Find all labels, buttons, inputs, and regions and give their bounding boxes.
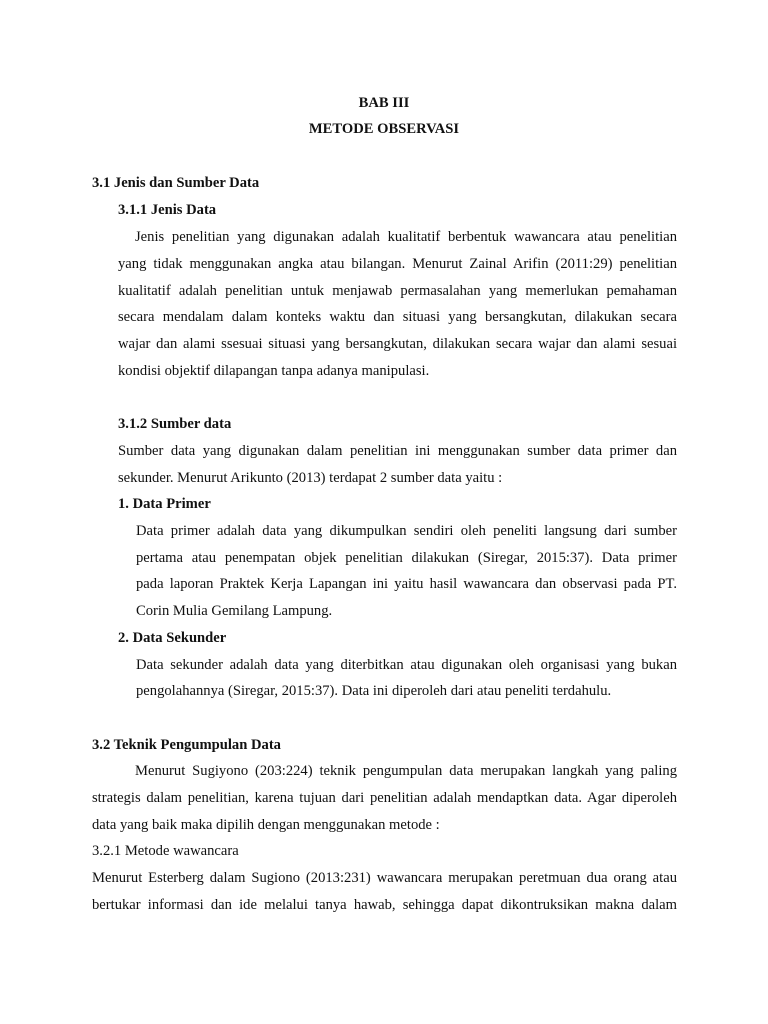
paragraph-line: kualitatif adalah penelitian untuk menjawab permasalahan yang memerlukan pemahaman — [118, 283, 677, 299]
subsection-heading-3-2-1: 3.2.1 Metode wawancara — [92, 843, 239, 859]
paragraph-line: pada laporan Praktek Kerja Lapangan ini yaitu hasil wawancara dan observasi pada PT. — [136, 576, 677, 592]
list-heading-data-sekunder: 2. Data Sekunder — [118, 630, 227, 646]
subsection-heading-3-1-1: 3.1.1 Jenis Data — [118, 202, 217, 218]
paragraph-line: pengolahannya (Siregar, 2015:37). Data ini diperoleh dari atau peneliti terdahulu. — [136, 683, 612, 699]
paragraph-line: secara mendalam dalam konteks waktu dan situasi yang bersangkutan, dilakukan secara — [118, 309, 677, 325]
chapter-title: METODE OBSERVASI — [308, 121, 460, 137]
paragraph-line: Sumber data yang digunakan dalam penelitian ini menggunakan sumber data primer dan — [118, 443, 677, 459]
paragraph-line: sekunder. Menurut Arikunto (2013) terdapat 2 sumber data yaitu : — [118, 470, 503, 486]
paragraph-line: yang tidak menggunakan angka atau bilangan. Menurut Zainal Arifin (2011:29) penelitian — [118, 256, 677, 272]
paragraph-line: Corin Mulia Gemilang Lampung. — [136, 603, 333, 619]
paragraph-line: Data primer adalah data yang dikumpulkan sendiri oleh peneliti langsung dari sumber — [136, 523, 677, 539]
section-heading-3-1: 3.1 Jenis dan Sumber Data — [92, 175, 260, 191]
paragraph-line: data yang baik maka dipilih dengan menggunakan metode : — [92, 817, 440, 833]
paragraph-line: bertukar informasi dan ide melalui tanya hawab, sehingga dapat dikontruksikan makna dalam — [92, 897, 677, 913]
paragraph-line: Data sekunder adalah data yang diterbitkan atau digunakan oleh organisasi yang bukan — [136, 657, 677, 673]
chapter-number: BAB III — [358, 95, 410, 111]
section-heading-3-2: 3.2 Teknik Pengumpulan Data — [92, 737, 281, 753]
paragraph-line: Menurut Esterberg dalam Sugiono (2013:231) wawancara merupakan peretmuan dua orang atau — [92, 870, 677, 886]
paragraph-line: strategis dalam penelitian, karena tujuan dari penelitian adalah mendaptkan data. Agar diperoleh — [92, 790, 677, 806]
list-heading-data-primer: 1. Data Primer — [118, 496, 211, 512]
paragraph-line: pertama atau penempatan objek penelitian dilakukan (Siregar, 2015:37). Data primer — [136, 550, 677, 566]
paragraph-line: wajar dan alami ssesuai situasi yang bersangkutan, dilakukan secara wajar dan alami sesuai — [118, 336, 677, 352]
subsection-heading-3-1-2: 3.1.2 Sumber data — [118, 416, 232, 432]
paragraph-line: Menurut Sugiyono (203:224) teknik pengumpulan data merupakan langkah yang paling — [135, 763, 677, 779]
paragraph-line: kondisi objektif dilapangan tanpa adanya manipulasi. — [118, 363, 430, 379]
paragraph-line: Jenis penelitian yang digunakan adalah kualitatif berbentuk wawancara atau penelitian — [135, 229, 677, 245]
